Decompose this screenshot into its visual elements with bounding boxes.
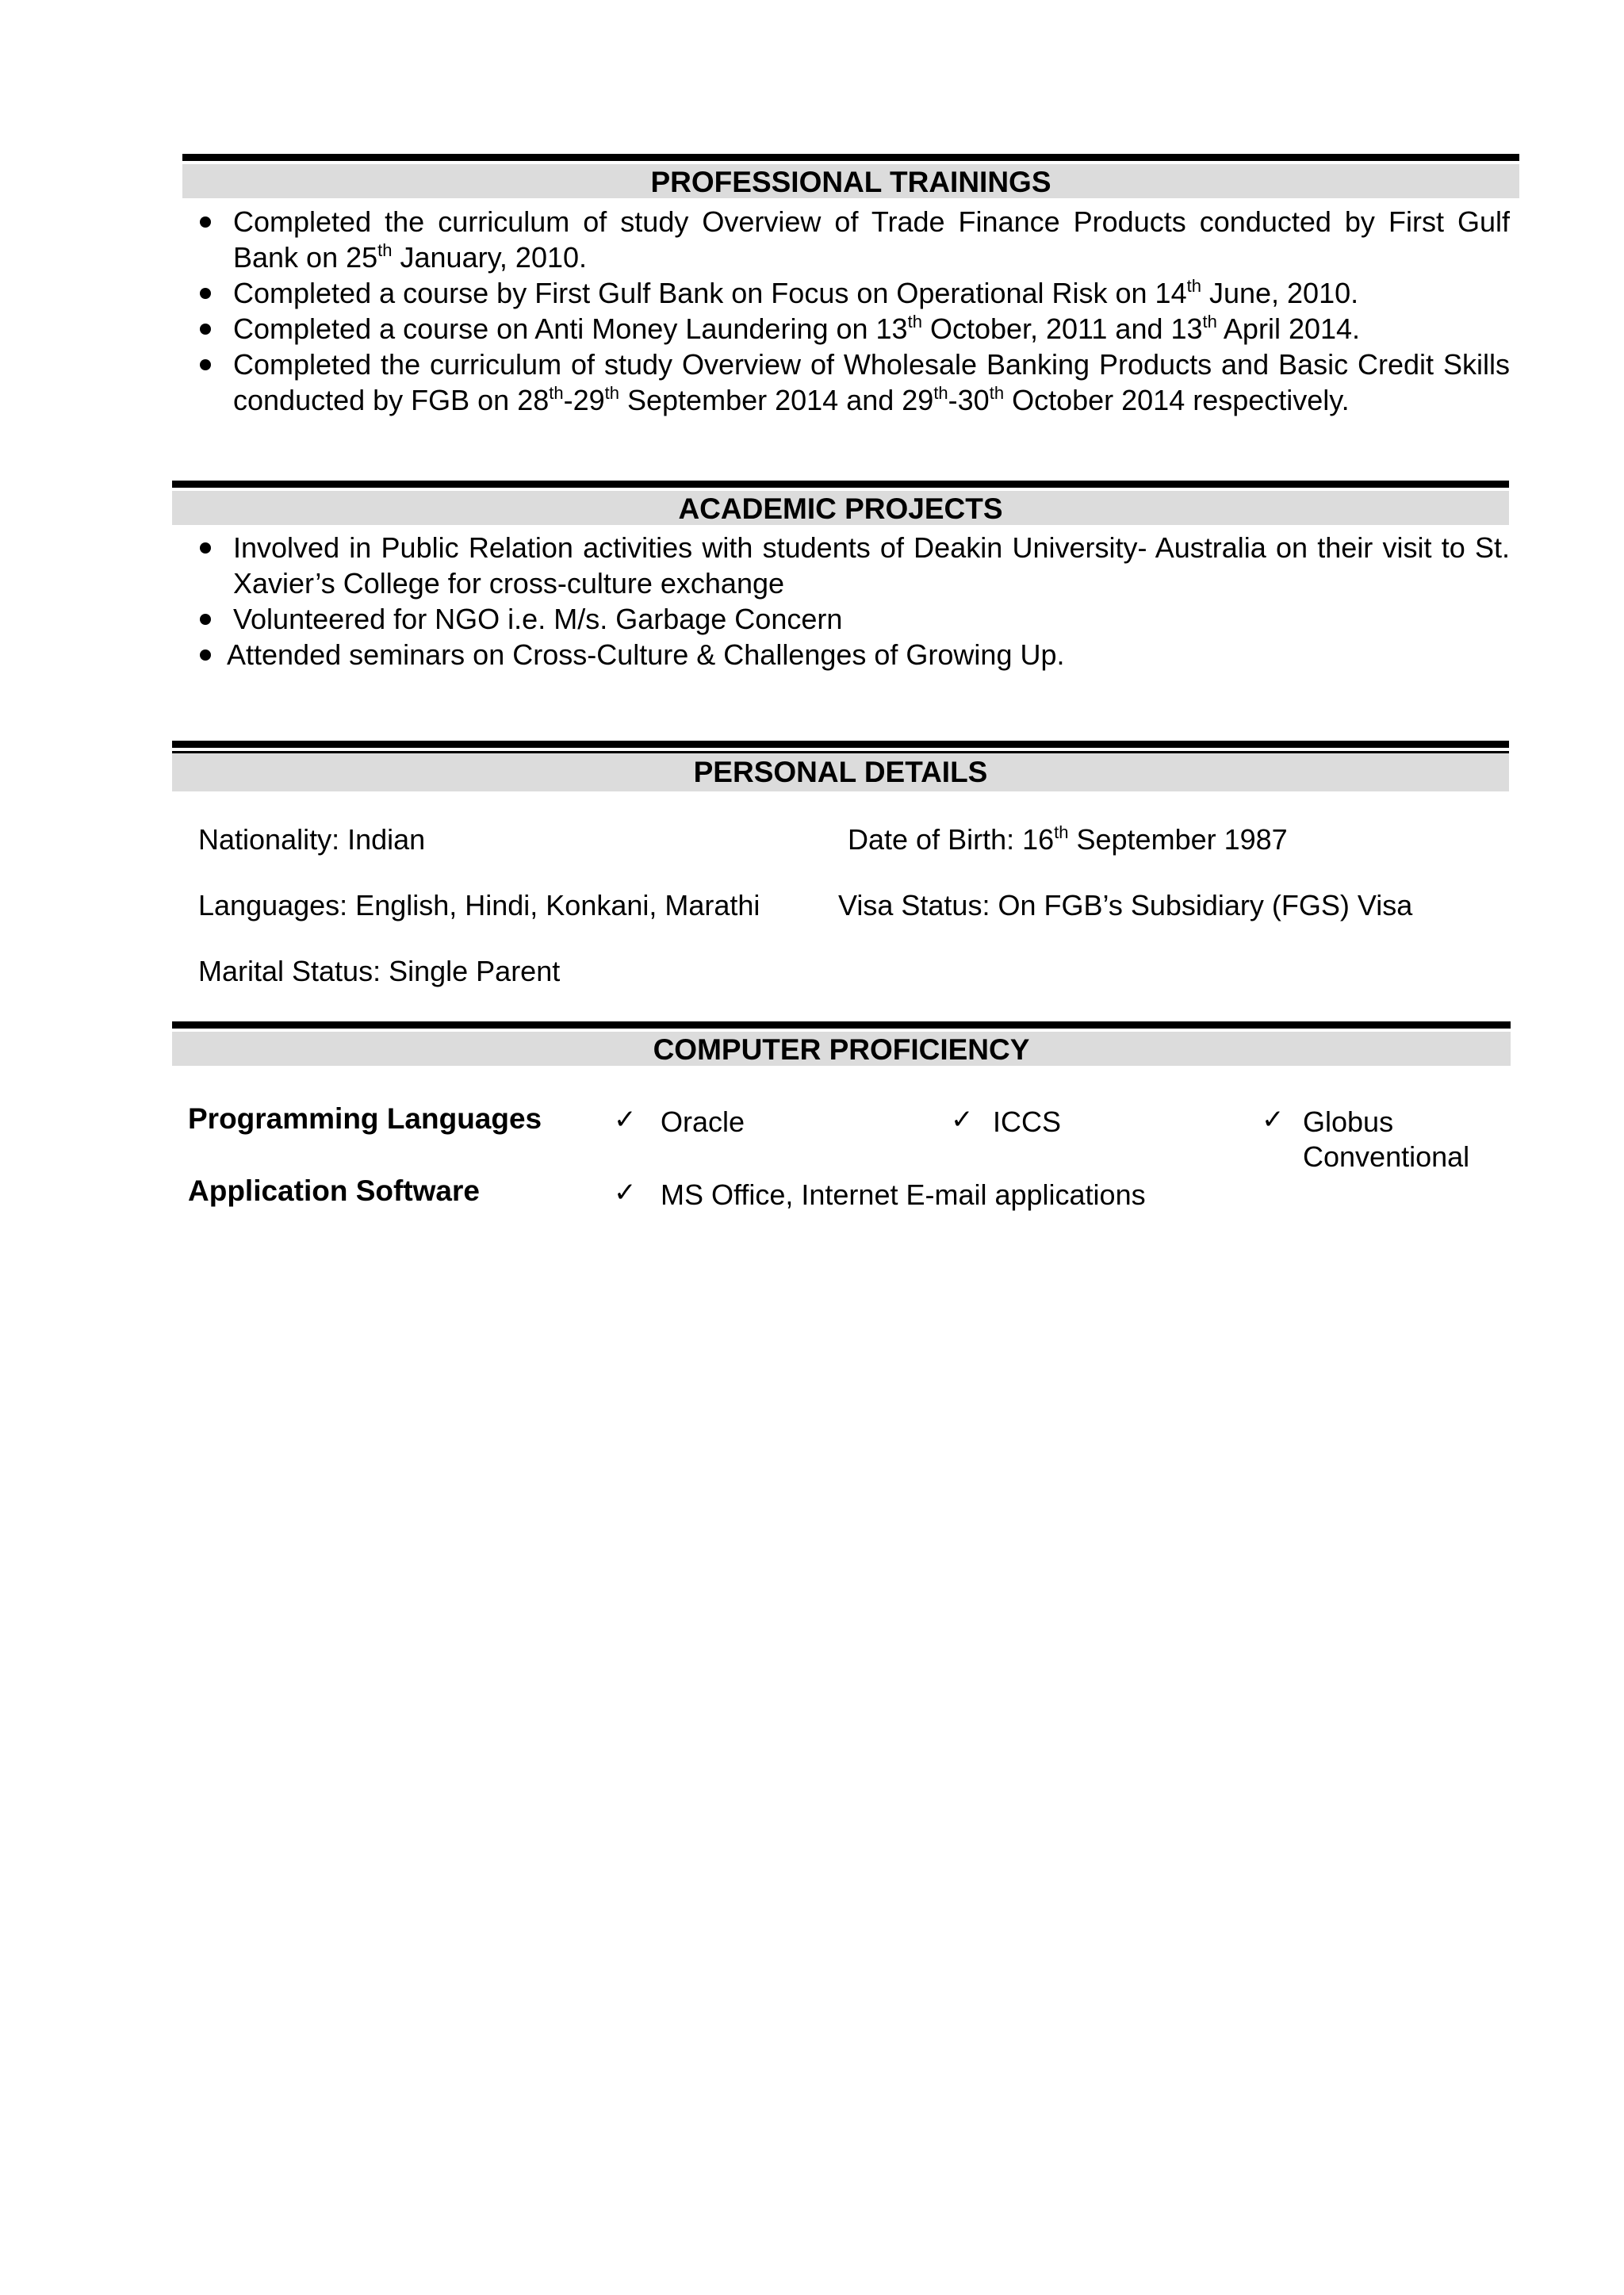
section-title-personal: PERSONAL DETAILS (172, 753, 1509, 791)
bullet-icon (200, 542, 211, 554)
personal-header (172, 741, 1509, 791)
section-title-projects: ACADEMIC PROJECTS (172, 491, 1509, 525)
programming-languages-label: Programming Languages (188, 1102, 542, 1135)
bullet-icon (200, 649, 211, 661)
languages: Languages: English, Hindi, Konkani, Marathi (198, 889, 760, 921)
list-item: Completed the curriculum of study Overview of Trade Finance Products conducted by First Gulf Bank on 25th January, 2010. (184, 204, 1510, 275)
visa-status: Visa Status: On FGB’s Subsidiary (FGS) Visa (838, 889, 1413, 921)
check-icon: ✓ (1262, 1105, 1285, 1135)
list-item: Volunteered for NGO i.e. M/s. Garbage Concern (184, 601, 1510, 637)
bullet-icon (200, 288, 211, 299)
check-icon: ✓ (614, 1105, 637, 1135)
list-item: Completed a course by First Gulf Bank on Focus on Operational Risk on 14th June, 2010. (184, 275, 1510, 311)
list-item: Completed the curriculum of study Overview of Wholesale Banking Products and Basic Credit Skills conducted by FGB on 28th-29th September 2014 and 29th-30th October 2014 respectively. (184, 347, 1510, 418)
skill-conventional: Conventional (1303, 1140, 1470, 1173)
projects-list (184, 530, 1510, 672)
bullet-icon (200, 614, 211, 625)
trainings-list (184, 204, 1510, 418)
computer-header (172, 1021, 1511, 1066)
section-title-trainings: PROFESSIONAL TRAININGS (182, 164, 1519, 198)
trainings-header (182, 154, 1519, 198)
projects-header (172, 481, 1509, 525)
list-item: Completed a course on Anti Money Laundering on 13th October, 2011 and 13th April 2014. (184, 311, 1510, 347)
bullet-icon (200, 324, 211, 335)
check-icon: ✓ (951, 1105, 974, 1135)
skill-iccs: ICCS (993, 1105, 1062, 1138)
skill-globus: Globus (1303, 1105, 1394, 1138)
nationality: Nationality: Indian (198, 823, 426, 856)
check-icon: ✓ (614, 1178, 637, 1208)
section-title-computer: COMPUTER PROFICIENCY (172, 1032, 1511, 1066)
application-software-label: Application Software (188, 1174, 480, 1207)
date-of-birth: Date of Birth: 16th September 1987 (848, 822, 1288, 856)
skill-ms-office: MS Office, Internet E-mail applications (661, 1178, 1146, 1211)
marital-status: Marital Status: Single Parent (198, 955, 561, 987)
bullet-icon (200, 359, 211, 370)
list-item: Involved in Public Relation activities with students of Deakin University- Australia on their visit to St. Xavier’s College for cross-culture exchange (184, 530, 1510, 601)
skill-oracle: Oracle (661, 1105, 745, 1138)
bullet-icon (200, 216, 211, 228)
list-item: Attended seminars on Cross-Culture & Challenges of Growing Up. (184, 637, 1510, 672)
